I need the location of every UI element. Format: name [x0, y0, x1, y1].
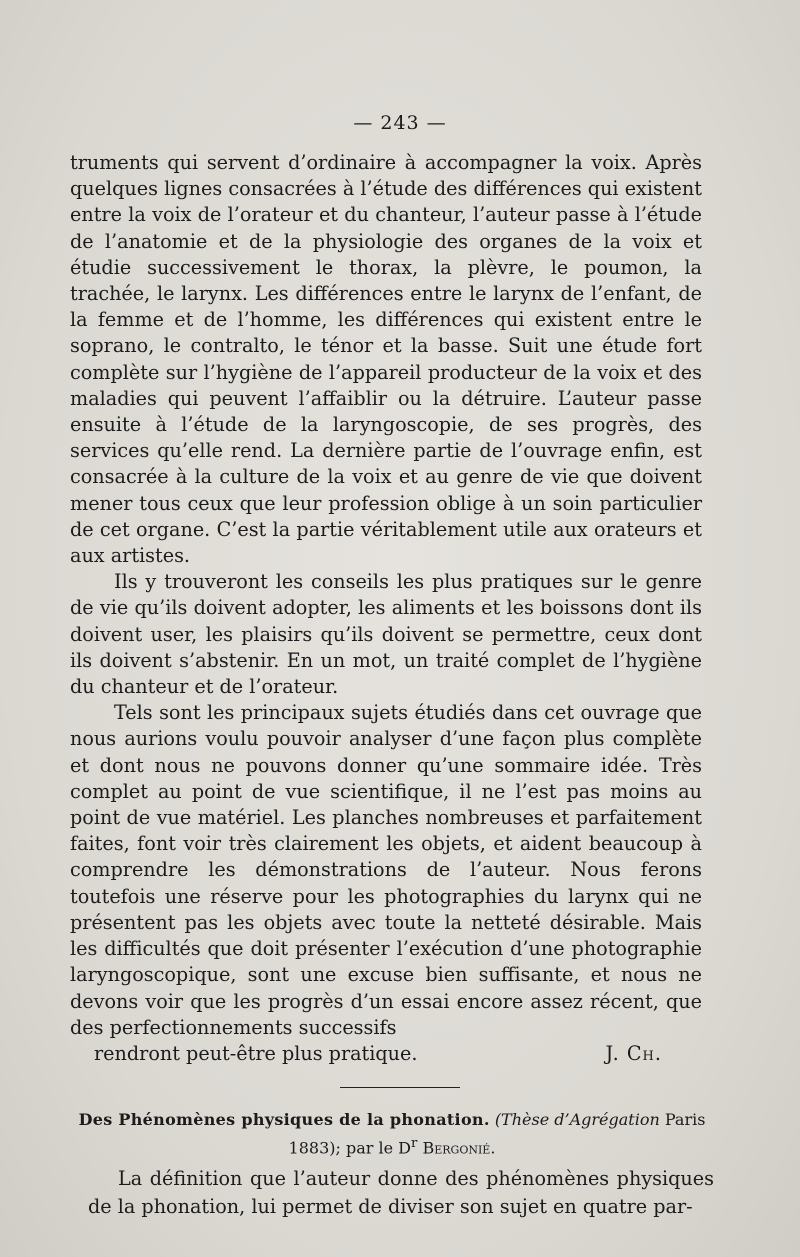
- review-subtitle: (Thèse d’Agrégation: [494, 1110, 660, 1129]
- closing-text: rendront peut-être plus pratique.: [94, 1041, 418, 1065]
- page-number: — 243 —: [353, 112, 447, 134]
- review-place-year: Paris 1883); par le D: [288, 1110, 706, 1158]
- closing-line: [70, 1041, 702, 1067]
- signature: J. Ch.: [605, 1041, 662, 1065]
- review-title: Des Phénomènes physiques de la phonation.: [78, 1110, 490, 1129]
- review-author: Bergonié: [417, 1138, 491, 1158]
- section-divider: [340, 1087, 460, 1088]
- review-author-title-sup: r: [411, 1136, 418, 1151]
- next-review-body: [88, 1165, 714, 1221]
- review-heading: [72, 1108, 712, 1160]
- review-body: [70, 150, 702, 1067]
- paragraph-2: Ils y trouveront les conseils les plus pratiques sur le genre de vie qu’ils doivent adopter, les aliments et les boissons dont ils doivent user, les plaisirs qu’ils doivent se permettre, ceux dont ils doivent s’abstenir. En un mot, un traité complet de l’hygiène du chanteur et de l’orateur.: [70, 570, 702, 699]
- paragraph-3: Tels sont les principaux sujets étudiés dans cet ouvrage que nous aurions voulu pouvoir analyser d’une façon plus complète et dont nous ne pouvons donner qu’une sommaire idée. Très complet au point de vue scientifique, il ne l’est pas moins au point de vue matériel. Les planches nombreuses et parfaitement faites, font voir très clairement les objets, et aident beaucoup à comprendre les démonstrations de l’auteur. Nous ferons toutefois une réserve pour les photographies du larynx qui ne présentent pas les objets avec toute la netteté désirable. Mais les difficultés que doit présenter l’exécution d’une photographie laryngoscopique, sont une excuse bien suffisante, et nous ne devons voir que les progrès d’un essai encore assez récent, que des perfectionnements successifs: [70, 701, 702, 1039]
- paragraph-1: truments qui servent d’ordinaire à accompagner la voix. Après quelques lignes consacrées à l’étude des différences qui existent entre la voix de l’orateur et du chanteur, l’auteur passe à l’étude de l’anatomie et de la physiologie des organes de la voix et étudie successivement le thorax, la plèvre, le poumon, la trachée, le larynx. Les différences entre le larynx de l’enfant, de la femme et de l’homme, les différences qui existent entre le soprano, le contralto, le ténor et la basse. Suit une étude fort complète sur l’hygiène de l’appareil producteur de la voix et des maladies qui peuvent l’affaiblir ou la détruire. L’auteur passe ensuite à l’étude de la laryngoscopie, de ses progrès, des services qu’elle rend. La dernière partie de l’ouvrage enfin, est consacrée à la culture de la voix et au genre de vie que doivent mener tous ceux que leur profession oblige à un soin particulier de cet organe. C’est la partie véritablement utile aux orateurs et aux artistes.: [70, 151, 702, 568]
- review-period: .: [490, 1138, 496, 1158]
- next-paragraph-1: La définition que l’auteur donne des phénomènes physiques de la phonation, lui permet de diviser son sujet en quatre par-: [88, 1167, 714, 1218]
